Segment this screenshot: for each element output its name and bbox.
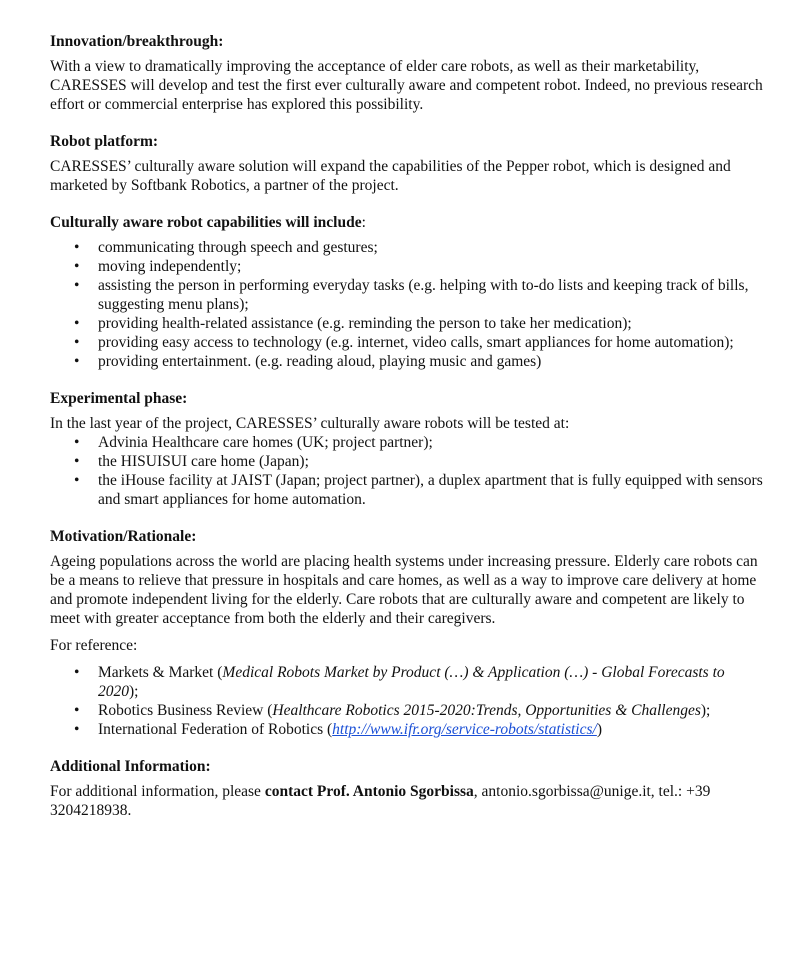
ifr-statistics-link[interactable]: http://www.ifr.org/service-robots/statistics/ (332, 721, 597, 738)
list-item (74, 433, 766, 452)
motivation-section (50, 527, 766, 739)
innovation-heading: Innovation/breakthrough: (50, 33, 224, 50)
contact-name: contact Prof. Antonio Sgorbissa (264, 783, 474, 800)
bullet-icon: • (74, 334, 80, 351)
bullet-icon: • (74, 664, 80, 681)
additional-section (50, 757, 766, 820)
list-item-text: moving independently; (98, 258, 242, 275)
experimental-heading: Experimental phase: (50, 390, 188, 407)
reference-source: Markets & Market ( (98, 664, 223, 681)
list-item (74, 238, 766, 257)
list-item (74, 452, 766, 471)
reference-source: Robotics Business Review ( (98, 702, 273, 719)
bullet-icon: • (74, 453, 80, 470)
experimental-intro: In the last year of the project, CARESSES’ culturally aware robots will be tested at: (50, 415, 570, 432)
experimental-list (50, 433, 766, 509)
reference-item (74, 663, 766, 701)
list-item-text: assisting the person in performing everyday tasks (e.g. helping with to-do lists and keeping track of bills, suggesting menu plans); (98, 277, 749, 313)
reference-suffix: ) (596, 721, 603, 738)
platform-heading: Robot platform: (50, 133, 159, 150)
list-item-text: providing entertainment. (e.g. reading aloud, playing music and games) (98, 353, 542, 370)
list-item (74, 314, 766, 333)
bullet-icon: • (74, 277, 80, 294)
reference-label: For reference: (50, 637, 138, 654)
list-item (74, 276, 766, 314)
list-item-text: the HISUISUI care home (Japan); (98, 453, 309, 470)
experimental-section (50, 389, 766, 509)
list-item-text: providing health-related assistance (e.g. reminding the person to take her medication); (98, 315, 632, 332)
list-item (74, 352, 766, 371)
bullet-icon: • (74, 721, 80, 738)
reference-item (74, 701, 766, 720)
capabilities-heading-colon: : (361, 214, 366, 231)
list-item (74, 471, 766, 509)
innovation-section (50, 32, 766, 114)
motivation-body: Ageing populations across the world are placing health systems under increasing pressure. Elderly care robots can be a means to relieve that pressure in hospitals and care homes, as well as a way to improve care delivery at home and promote independent living for the elderly. Care robots that are culturally aware and competent are likely to meet with greater acceptance from both the elderly and their caregivers. (50, 553, 758, 627)
capabilities-heading (50, 213, 766, 232)
additional-body (50, 782, 766, 820)
reference-source: International Federation of Robotics ( (98, 721, 333, 738)
list-item-text: providing easy access to technology (e.g. internet, video calls, smart appliances for home automation); (98, 334, 734, 351)
reference-title: Healthcare Robotics 2015-2020:Trends, Opportunities & Challenges (272, 702, 701, 719)
list-item (74, 257, 766, 276)
list-item-text: Advinia Healthcare care homes (UK; project partner); (98, 434, 433, 451)
capabilities-section (50, 213, 766, 371)
list-item-text: communicating through speech and gestures; (98, 239, 378, 256)
bullet-icon: • (74, 702, 80, 719)
reference-suffix: ); (129, 683, 139, 700)
contact-details: , antonio.sgorbissa@unige.it, tel.: +39 3204218938. (50, 783, 711, 819)
platform-section (50, 132, 766, 195)
reference-suffix: ); (700, 702, 711, 719)
innovation-body: With a view to dramatically improving the acceptance of elder care robots, as well as their marketability, CARESSES will develop and test the first ever culturally aware and competent robot. Indeed, no previous research effort or commercial enterprise has explored this possibility. (50, 58, 763, 113)
bullet-icon: • (74, 258, 80, 275)
bullet-icon: • (74, 434, 80, 451)
platform-body: CARESSES’ culturally aware solution will expand the capabilities of the Pepper robot, which is designed and marketed by Softbank Robotics, a partner of the project. (50, 158, 731, 194)
additional-prefix: For additional information, please (50, 783, 265, 800)
capabilities-list (50, 238, 766, 371)
bullet-icon: • (74, 239, 80, 256)
list-item-text: the iHouse facility at JAIST (Japan; project partner), a duplex apartment that is fully equipped with sensors and smart appliances for home automation. (98, 472, 763, 508)
bullet-icon: • (74, 353, 80, 370)
reference-list (50, 663, 766, 739)
reference-title: Medical Robots Market by Product (…) & Application (…) - Global Forecasts to 2020 (98, 664, 725, 700)
capabilities-heading-text: Culturally aware robot capabilities will include (50, 214, 362, 231)
motivation-heading: Motivation/Rationale: (50, 528, 197, 545)
bullet-icon: • (74, 315, 80, 332)
bullet-icon: • (74, 472, 80, 489)
list-item (74, 333, 766, 352)
reference-item (74, 720, 766, 739)
additional-heading: Additional Information: (50, 758, 211, 775)
